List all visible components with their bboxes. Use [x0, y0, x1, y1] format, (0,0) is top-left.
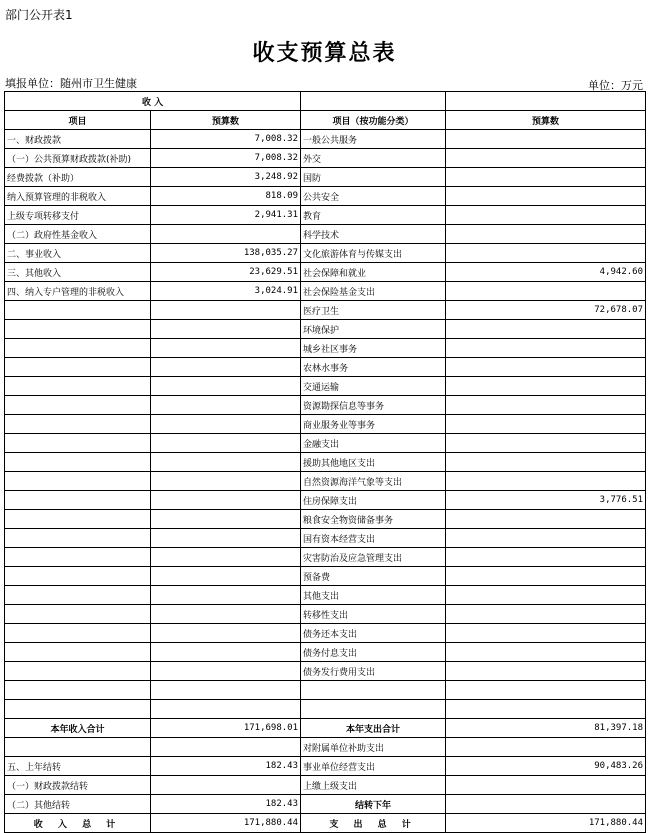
- blank-cell: [446, 681, 646, 700]
- expense-item: 事业单位经营支出: [301, 757, 446, 776]
- income-amount: [151, 776, 301, 795]
- expense-amount: [446, 282, 646, 301]
- table-row: [5, 586, 646, 605]
- income-item: [5, 415, 151, 434]
- income-amount: 7,008.32: [151, 130, 301, 149]
- income-item: [5, 339, 151, 358]
- expense-item: 教育: [301, 206, 446, 225]
- table-row: [5, 472, 646, 491]
- expense-item: 交通运输: [301, 377, 446, 396]
- income-amount-header: 预算数: [151, 111, 301, 130]
- currency-unit: 单位：万元: [588, 79, 643, 92]
- blank-row: [5, 681, 646, 700]
- year-expense-value: 81,397.18: [446, 719, 646, 738]
- income-item: [5, 567, 151, 586]
- expense-amount: [446, 738, 646, 757]
- expense-item: 预备费: [301, 567, 446, 586]
- income-item: 一、财政拨款: [5, 130, 151, 149]
- grand-total-row: [5, 814, 646, 833]
- income-amount: [151, 225, 301, 244]
- income-item-header: 项目: [5, 111, 151, 130]
- income-amount: [151, 567, 301, 586]
- blank-cell: [301, 700, 446, 719]
- header-spacer: [301, 92, 446, 111]
- income-amount: [151, 738, 301, 757]
- expense-item: 国有资本经营支出: [301, 529, 446, 548]
- income-amount: [151, 529, 301, 548]
- income-item: （二）其他结转: [5, 795, 151, 814]
- income-amount: [151, 624, 301, 643]
- expense-item: 住房保障支出: [301, 491, 446, 510]
- expense-amount: 72,678.07: [446, 301, 646, 320]
- income-amount: 138,035.27: [151, 244, 301, 263]
- expense-amount: [446, 529, 646, 548]
- filing-unit: 填报单位：随州市卫生健康: [5, 77, 137, 90]
- income-group-header: 收 入: [5, 92, 301, 111]
- expense-item: 社会保险基金支出: [301, 282, 446, 301]
- income-amount: [151, 586, 301, 605]
- expense-item: 灾害防治及应急管理支出: [301, 548, 446, 567]
- table-row: [5, 453, 646, 472]
- expense-amount: [446, 434, 646, 453]
- income-item: [5, 396, 151, 415]
- income-amount: [151, 415, 301, 434]
- income-amount: [151, 301, 301, 320]
- expense-item: 一般公共服务: [301, 130, 446, 149]
- income-amount: [151, 605, 301, 624]
- table-row: [5, 491, 646, 510]
- expense-amount: [446, 149, 646, 168]
- table-row: [5, 624, 646, 643]
- expense-item-header: 项目（按功能分类）: [301, 111, 446, 130]
- expense-item: 城乡社区事务: [301, 339, 446, 358]
- blank-cell: [446, 700, 646, 719]
- expense-item: 自然资源海洋气象等支出: [301, 472, 446, 491]
- expense-amount: [446, 548, 646, 567]
- income-item: [5, 358, 151, 377]
- table-row: [5, 529, 646, 548]
- table-row: [5, 187, 646, 206]
- blank-cell: [151, 700, 301, 719]
- income-amount: 818.09: [151, 187, 301, 206]
- expense-item: 结转下年: [301, 795, 446, 814]
- budget-table: [4, 91, 646, 833]
- income-item: [5, 491, 151, 510]
- expense-amount: [446, 662, 646, 681]
- table-row: [5, 415, 646, 434]
- page-title: 收支预算总表: [252, 40, 397, 66]
- expense-amount: [446, 244, 646, 263]
- table-row: [5, 662, 646, 681]
- income-amount: [151, 377, 301, 396]
- income-item: [5, 662, 151, 681]
- expense-amount: [446, 453, 646, 472]
- header-spacer: [446, 92, 646, 111]
- expense-item: 债务还本支出: [301, 624, 446, 643]
- grand-expense-label: 支 出 总 计: [301, 814, 446, 833]
- expense-amount: [446, 776, 646, 795]
- income-item: [5, 434, 151, 453]
- blank-row: [5, 700, 646, 719]
- table-row: [5, 757, 646, 776]
- income-item: （二）政府性基金收入: [5, 225, 151, 244]
- expense-item: 对附属单位补助支出: [301, 738, 446, 757]
- expense-amount: 4,942.60: [446, 263, 646, 282]
- expense-amount: [446, 605, 646, 624]
- expense-amount: [446, 225, 646, 244]
- income-item: [5, 738, 151, 757]
- header-row-group: [5, 92, 646, 111]
- income-item: [5, 510, 151, 529]
- expense-item: 社会保障和就业: [301, 263, 446, 282]
- expense-item: 债务发行费用支出: [301, 662, 446, 681]
- income-amount: 7,008.32: [151, 149, 301, 168]
- income-amount: [151, 662, 301, 681]
- table-row: [5, 130, 646, 149]
- table-row: [5, 339, 646, 358]
- year-income-value: 171,698.01: [151, 719, 301, 738]
- blank-cell: [5, 681, 151, 700]
- income-amount: 3,248.92: [151, 168, 301, 187]
- expense-item: 文化旅游体育与传媒支出: [301, 244, 446, 263]
- expense-item: 资源勘探信息等事务: [301, 396, 446, 415]
- income-amount: 23,629.51: [151, 263, 301, 282]
- grand-expense-value: 171,880.44: [446, 814, 646, 833]
- income-item: [5, 472, 151, 491]
- expense-amount: [446, 510, 646, 529]
- income-amount: [151, 548, 301, 567]
- income-amount: [151, 320, 301, 339]
- year-income-label: 本年收入合计: [5, 719, 151, 738]
- expense-amount: [446, 168, 646, 187]
- table-row: [5, 795, 646, 814]
- blank-cell: [5, 700, 151, 719]
- table-row: [5, 776, 646, 795]
- table-row: [5, 206, 646, 225]
- expense-item: 其他支出: [301, 586, 446, 605]
- grand-income-label: 收 入 总 计: [5, 814, 151, 833]
- income-item: 上级专项转移支付: [5, 206, 151, 225]
- expense-item: 环境保护: [301, 320, 446, 339]
- table-row: [5, 434, 646, 453]
- expense-amount: [446, 358, 646, 377]
- table-row: [5, 225, 646, 244]
- expense-item: 金融支出: [301, 434, 446, 453]
- doc-label: 部门公开表1: [5, 8, 73, 22]
- expense-amount: [446, 130, 646, 149]
- table-row: [5, 263, 646, 282]
- table-row: [5, 738, 646, 757]
- income-item: 四、纳入专户管理的非税收入: [5, 282, 151, 301]
- income-item: [5, 624, 151, 643]
- table-row: [5, 510, 646, 529]
- expense-amount: [446, 396, 646, 415]
- table-row: [5, 548, 646, 567]
- expense-amount: [446, 586, 646, 605]
- income-item: [5, 320, 151, 339]
- header-row: [5, 111, 646, 130]
- blank-cell: [301, 681, 446, 700]
- expense-amount-header: 预算数: [446, 111, 646, 130]
- expense-amount: [446, 795, 646, 814]
- expense-item: 商业服务业等事务: [301, 415, 446, 434]
- income-amount: [151, 434, 301, 453]
- income-item: [5, 377, 151, 396]
- table-row: [5, 396, 646, 415]
- table-row: [5, 605, 646, 624]
- income-item: （一）公共预算财政拨款(补助): [5, 149, 151, 168]
- expense-item: 援助其他地区支出: [301, 453, 446, 472]
- expense-amount: [446, 339, 646, 358]
- income-amount: [151, 643, 301, 662]
- income-item: [5, 586, 151, 605]
- income-amount: [151, 396, 301, 415]
- expense-amount: [446, 567, 646, 586]
- income-item: [5, 548, 151, 567]
- table-row: [5, 567, 646, 586]
- expense-item: 农林水事务: [301, 358, 446, 377]
- table-row: [5, 320, 646, 339]
- expense-amount: 3,776.51: [446, 491, 646, 510]
- year-expense-label: 本年支出合计: [301, 719, 446, 738]
- income-item: 二、事业收入: [5, 244, 151, 263]
- expense-item: 转移性支出: [301, 605, 446, 624]
- table-row: [5, 282, 646, 301]
- expense-amount: [446, 624, 646, 643]
- expense-item: 国防: [301, 168, 446, 187]
- income-amount: [151, 453, 301, 472]
- expense-item: 科学技术: [301, 225, 446, 244]
- expense-amount: [446, 415, 646, 434]
- income-amount: 3,024.91: [151, 282, 301, 301]
- income-item: [5, 643, 151, 662]
- income-item: 三、其他收入: [5, 263, 151, 282]
- income-amount: 182.43: [151, 795, 301, 814]
- expense-item: 上缴上级支出: [301, 776, 446, 795]
- expense-item: 医疗卫生: [301, 301, 446, 320]
- table-row: [5, 244, 646, 263]
- income-item: [5, 605, 151, 624]
- table-row: [5, 168, 646, 187]
- table-row: [5, 643, 646, 662]
- expense-amount: [446, 377, 646, 396]
- expense-amount: [446, 187, 646, 206]
- expense-item: 粮食安全物资储备事务: [301, 510, 446, 529]
- expense-amount: [446, 643, 646, 662]
- income-item: 五、上年结转: [5, 757, 151, 776]
- income-amount: [151, 358, 301, 377]
- income-amount: [151, 339, 301, 358]
- expense-item: 债务付息支出: [301, 643, 446, 662]
- income-item: [5, 453, 151, 472]
- expense-item: 外交: [301, 149, 446, 168]
- expense-amount: 90,483.26: [446, 757, 646, 776]
- income-item: （一）财政拨款结转: [5, 776, 151, 795]
- income-item: 纳入预算管理的非税收入: [5, 187, 151, 206]
- expense-item: 公共安全: [301, 187, 446, 206]
- income-amount: 2,941.31: [151, 206, 301, 225]
- income-amount: [151, 491, 301, 510]
- income-item: 经费拨款（补助）: [5, 168, 151, 187]
- table-row: [5, 377, 646, 396]
- income-amount: [151, 510, 301, 529]
- expense-amount: [446, 320, 646, 339]
- expense-amount: [446, 206, 646, 225]
- income-item: [5, 529, 151, 548]
- table-row: [5, 149, 646, 168]
- blank-cell: [151, 681, 301, 700]
- income-amount: 182.43: [151, 757, 301, 776]
- expense-amount: [446, 472, 646, 491]
- table-row: [5, 358, 646, 377]
- table-row: [5, 301, 646, 320]
- income-item: [5, 301, 151, 320]
- year-total-row: [5, 719, 646, 738]
- income-amount: [151, 472, 301, 491]
- grand-income-value: 171,880.44: [151, 814, 301, 833]
